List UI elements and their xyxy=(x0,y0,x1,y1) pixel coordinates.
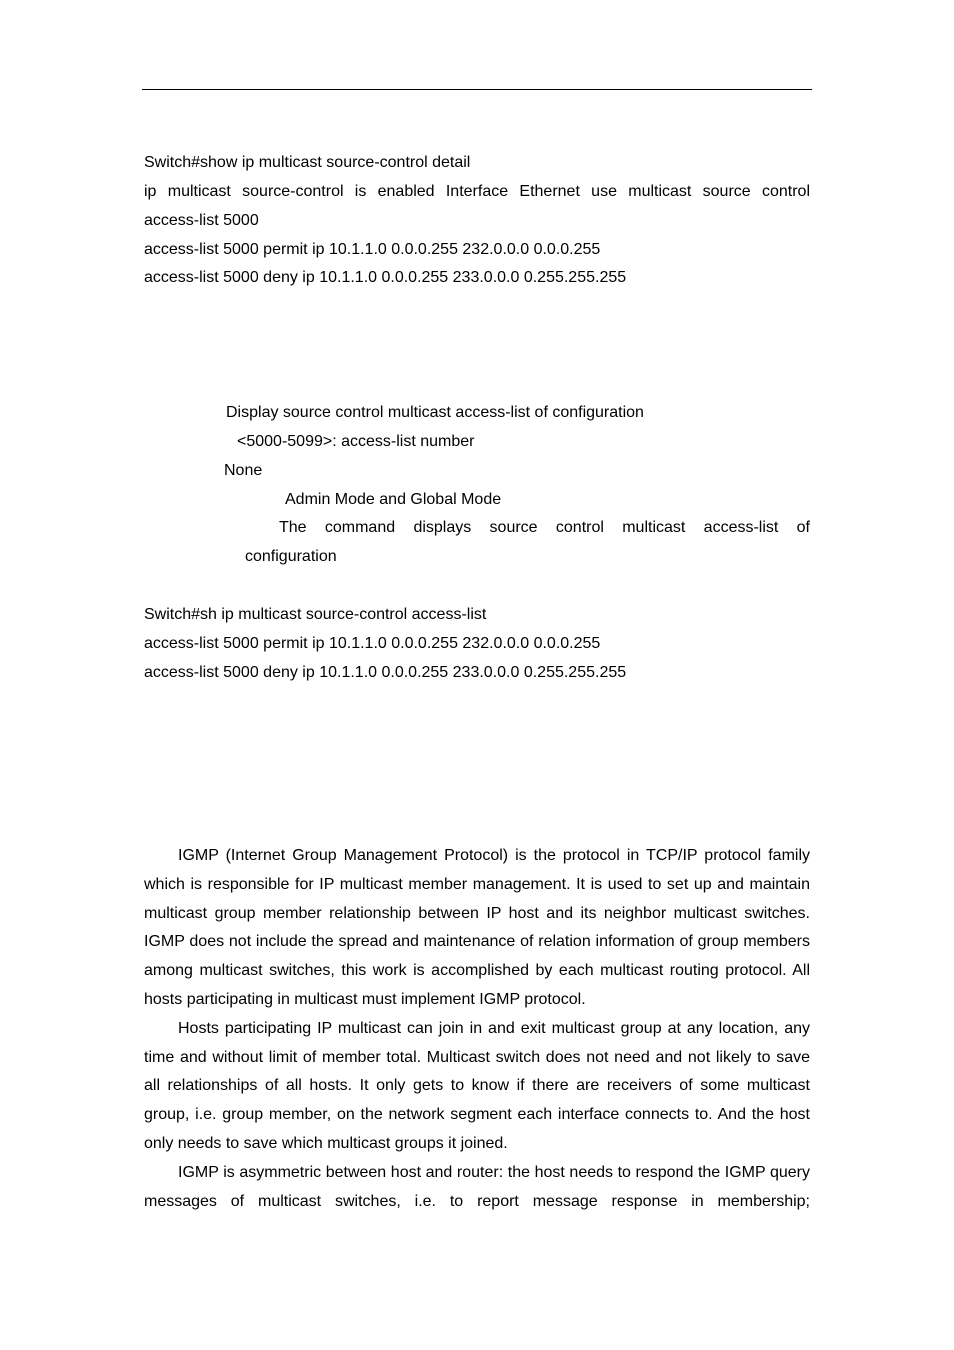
intro-paragraph-2: Hosts participating IP multicast can join in and exit multicast group at any location, any time and without limit of member total. Multicast switch does not need and not likely to save all relationships of all hosts. It only gets to know if there are receivers of some multicast group, i.e. group member, on the network segment each interface connects to. And the host only needs to save which multicast groups it joined. xyxy=(144,1019,810,1152)
example1-line-1: Switch#show ip multicast source-control detail xyxy=(144,154,471,171)
command-usage-line-1: The command displays source control multicast access-list of xyxy=(279,519,810,536)
command-mode: Admin Mode and Global Mode xyxy=(285,491,502,508)
example1-line-4: access-list 5000 permit ip 10.1.1.0 0.0.0.255 232.0.0.0 0.0.0.255 xyxy=(144,241,601,258)
intro-paragraph-3: IGMP is asymmetric between host and router: the host needs to respond the IGMP query messages of multicast switches, i.e. to report message response in membership; xyxy=(144,1163,810,1210)
intro-section xyxy=(144,842,810,1216)
example2-line-1: Switch#sh ip multicast source-control access-list xyxy=(144,606,487,623)
example1-line-5: access-list 5000 deny ip 10.1.1.0 0.0.0.255 233.0.0.0 0.255.255.255 xyxy=(144,269,627,286)
command-parameter: <5000-5099>: access-list number xyxy=(237,433,475,450)
command-usage-line-2: configuration xyxy=(245,548,337,565)
command-default: None xyxy=(224,462,263,479)
header-rule xyxy=(142,89,812,90)
intro-paragraph-1: IGMP (Internet Group Management Protocol) is the protocol in TCP/IP protocol family which is responsible for IP multicast member management. It is used to set up and maintain multicast group member relationship between IP host and its neighbor multicast switches. IGMP does not include the spread and maintenance of relation information of group members among multicast switches, this work is accomplished by each multicast routing protocol. All hosts participating in multicast must implement IGMP protocol. xyxy=(144,847,810,1008)
example2-line-2: access-list 5000 permit ip 10.1.1.0 0.0.0.255 232.0.0.0 0.0.0.255 xyxy=(144,635,601,652)
example1-line-3: access-list 5000 xyxy=(144,212,259,229)
example2-line-3: access-list 5000 deny ip 10.1.1.0 0.0.0.255 233.0.0.0 0.255.255.255 xyxy=(144,664,627,681)
command-function: Display source control multicast access-list of configuration xyxy=(226,404,644,421)
example1-line-2: ip multicast source-control is enabled Interface Ethernet use multicast source control xyxy=(144,183,810,200)
